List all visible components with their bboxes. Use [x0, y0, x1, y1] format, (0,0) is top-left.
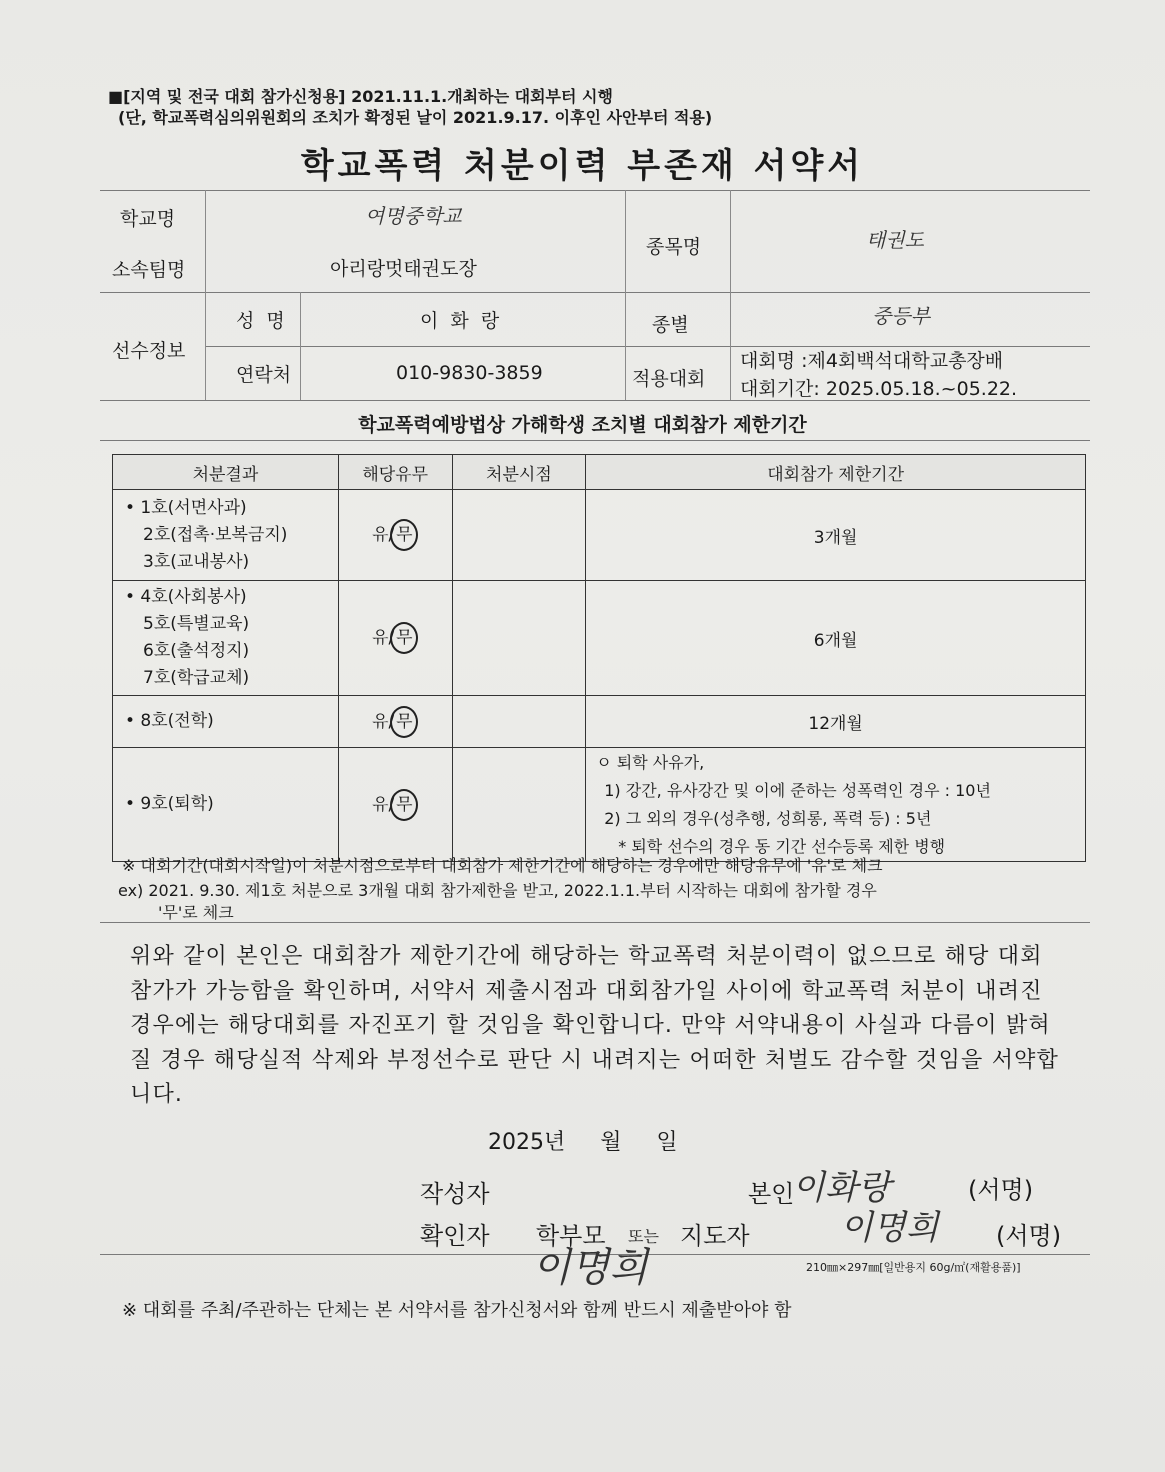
- subtitle-bottom-border: [100, 440, 1090, 441]
- event-label: 적용대회: [632, 368, 706, 390]
- applicable-cell[interactable]: [338, 696, 452, 748]
- table-header-row: [113, 455, 1086, 490]
- applicable-cell[interactable]: [338, 581, 452, 696]
- applicable-cell[interactable]: [338, 748, 452, 862]
- guide-label: 지도자: [680, 1222, 750, 1250]
- disposition-item: 3호(교내봉사): [143, 551, 250, 572]
- info-top-border: [100, 190, 1090, 191]
- disposition-item: 2호(접촉·보복금지): [143, 524, 288, 545]
- footer-note: ※ 대회를 주최/주관하는 단체는 본 서약서를 참가신청서와 함께 반드시 제출받아야 함: [122, 1300, 792, 1321]
- no-option-circled: 무: [390, 519, 418, 551]
- or-label: 또는: [628, 1227, 659, 1246]
- no-option-circled: 무: [390, 789, 418, 821]
- name-label: 성 명: [236, 310, 285, 332]
- sport-label: 종목명: [646, 236, 702, 258]
- period-cell: 6개월: [586, 581, 1086, 696]
- division-label: 종별: [652, 314, 689, 336]
- applicable-cell[interactable]: [338, 490, 452, 581]
- paper-spec: 210㎜×297㎜[일반용지 60g/㎡(재활용품)]: [806, 1261, 1021, 1274]
- self-signature[interactable]: 이화랑: [792, 1168, 891, 1208]
- note-1: ※ 대회기간(대회시작일)이 처분시점으로부터 대회참가 제한기간에 해당하는 경우에만 해당유무에 '유'로 체크: [122, 856, 883, 875]
- disposition-date-cell[interactable]: [452, 696, 586, 748]
- disposition-item: 6호(출석정지): [143, 641, 250, 661]
- disposition-item: 5호(특별교육): [143, 614, 250, 634]
- contact-label: 연락처: [236, 364, 292, 386]
- restriction-table: [112, 454, 1086, 862]
- note-3: '무'로 체크: [158, 903, 234, 922]
- disposition-date-cell[interactable]: [452, 748, 586, 862]
- sport-value: 태권도: [866, 228, 924, 252]
- pledge-text: 위와 같이 본인은 대회참가 제한기간에 해당하는 학교폭력 처분이력이 없으므로 해당 대회 참가가 가능함을 확인하며, 서약서 제출시점과 대회참가일 사이에 학교폭력 처분이 내려진 경우에는 해당대회를 자진포기 할 것임을 확인합니다. 만약 서약내용이 사실과 다름이 밝혀질 경우 해당실적 삭제와 부정선수로 판단 시 내려지는 어떠한 처벌도 감수할 것임을 서약합니다.: [130, 944, 1060, 1107]
- info-divider: [100, 292, 1090, 293]
- team-label: 소속팀명: [112, 259, 186, 281]
- header-applicable: 해당유무: [338, 455, 452, 490]
- disposition-item: • 4호(사회봉사): [125, 587, 247, 607]
- notes-divider: [100, 922, 1090, 923]
- header-disposition: 처분결과: [113, 455, 339, 490]
- athlete-info-label: 선수정보: [112, 340, 186, 362]
- header-line-1: ■[지역 및 전국 대회 참가신청용] 2021.11.1.개최하는 대회부터 시행: [108, 87, 613, 106]
- self-label: 본인: [748, 1180, 795, 1208]
- disposition-cell: [113, 490, 339, 581]
- disposition-cell: [113, 581, 339, 696]
- guide-signature-mark: (서명): [996, 1222, 1062, 1250]
- info-column-line: [730, 190, 731, 400]
- school-value: 여명중학교: [365, 204, 462, 228]
- name-value: 이 화 랑: [420, 310, 500, 332]
- disposition-cell: [113, 696, 339, 748]
- division-value: 중등부: [872, 304, 930, 328]
- note-2: ex) 2021. 9.30. 제1호 처분으로 3개월 대회 참가제한을 받고, 2022.1.1.부터 시작하는 대회에 참가할 경우: [118, 881, 877, 900]
- pledge-date: 2025년 월 일: [488, 1130, 678, 1155]
- table-row: [113, 581, 1086, 696]
- table-row: [113, 490, 1086, 581]
- yes-option: 유/: [372, 628, 395, 648]
- event-period: 대회기간: 2025.05.18.~05.22.: [740, 378, 1018, 400]
- writer-label: 작성자: [420, 1180, 490, 1208]
- disposition-item: • 9호(퇴학): [125, 794, 214, 814]
- expulsion-line: 2) 그 외의 경우(성추행, 성희롱, 폭력 등) : 5년: [604, 808, 932, 828]
- info-column-line: [300, 292, 301, 400]
- table-row: [113, 748, 1086, 862]
- guide-signature[interactable]: 이명희: [840, 1208, 939, 1248]
- expulsion-period-cell: [586, 748, 1086, 862]
- period-cell: 12개월: [586, 696, 1086, 748]
- event-name: 대회명 :제4회백석대학교총장배: [740, 350, 1004, 372]
- period-cell: 3개월: [586, 490, 1086, 581]
- disposition-date-cell[interactable]: [452, 581, 586, 696]
- header-disposition-date: 처분시점: [452, 455, 586, 490]
- disposition-item: • 1호(서면사과): [125, 497, 247, 518]
- confirmer-label: 확인자: [420, 1222, 490, 1250]
- disposition-item: 7호(학급교체): [143, 668, 250, 688]
- yes-option: 유/: [372, 525, 395, 545]
- info-column-line: [205, 190, 206, 400]
- document-title: 학교폭력 처분이력 부존재 서약서: [300, 146, 865, 186]
- no-option-circled: 무: [390, 706, 418, 738]
- team-value: 아리랑멋태권도장: [330, 258, 477, 280]
- expulsion-line: ㅇ 퇴학 사유가,: [596, 752, 705, 772]
- restriction-subtitle: 학교폭력예방법상 가해학생 조치별 대회참가 제한기간: [358, 414, 807, 436]
- disposition-item: • 8호(전학): [125, 711, 214, 731]
- info-column-line: [625, 190, 626, 400]
- school-label: 학교명: [120, 208, 176, 230]
- yes-option: 유/: [372, 711, 395, 732]
- parent-signature[interactable]: 이명희: [532, 1245, 648, 1291]
- expulsion-line: 1) 강간, 유사강간 및 이에 준하는 성폭력인 경우 : 10년: [604, 780, 991, 800]
- disposition-cell: [113, 748, 339, 862]
- self-signature-mark: (서명): [968, 1176, 1034, 1204]
- expulsion-line: * 퇴학 선수의 경우 동 기간 선수등록 제한 병행: [618, 836, 946, 856]
- disposition-date-cell[interactable]: [452, 490, 586, 581]
- yes-option: 유/: [372, 794, 395, 815]
- parent-label: 학부모: [536, 1222, 606, 1250]
- header-restriction-period: 대회참가 제한기간: [586, 455, 1086, 490]
- table-row: [113, 696, 1086, 748]
- header-line-2: (단, 학교폭력심의위원회의 조치가 확정된 날이 2021.9.17. 이후인 사안부터 적용): [118, 108, 713, 127]
- contact-value: 010-9830-3859: [396, 362, 543, 384]
- no-option-circled: 무: [390, 622, 418, 654]
